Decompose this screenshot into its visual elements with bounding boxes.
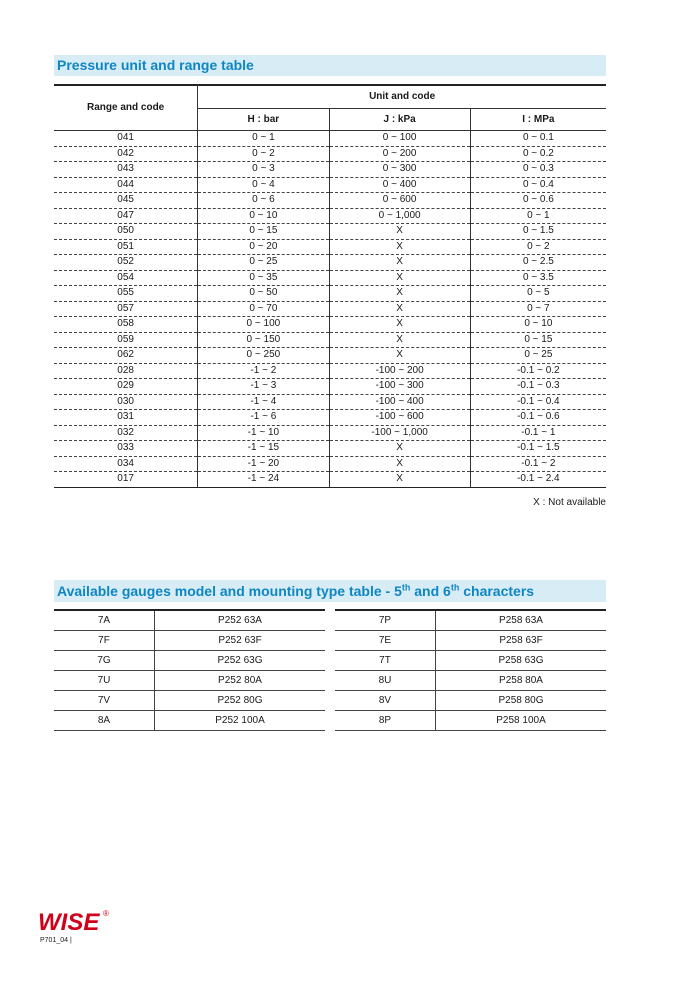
mpa-range-cell: 0 ~ 5 [470, 286, 606, 302]
bar-range-cell: -1 ~ 10 [198, 425, 329, 441]
bar-range-cell: -1 ~ 3 [198, 379, 329, 395]
kpa-range-cell: X [329, 301, 470, 317]
bar-range-cell: -1 ~ 24 [198, 472, 329, 488]
mpa-range-cell: 0 ~ 0.1 [470, 131, 606, 147]
kpa-range-cell: -100 ~ 600 [329, 410, 470, 426]
mpa-range-cell: 0 ~ 25 [470, 348, 606, 364]
mpa-range-cell: -0.1 ~ 0.3 [470, 379, 606, 395]
table-row [54, 691, 325, 711]
gauges-table-left [54, 609, 325, 731]
table-row [335, 671, 606, 691]
kpa-range-cell: X [329, 317, 470, 333]
mpa-range-cell: -0.1 ~ 0.4 [470, 394, 606, 410]
range-code-cell: 055 [54, 286, 198, 302]
table-row [54, 456, 606, 472]
gauge-model-cell: P252 63A [155, 610, 326, 631]
bar-range-cell: 0 ~ 2 [198, 146, 329, 162]
range-code-cell: 041 [54, 131, 198, 147]
registered-mark: ® [103, 909, 109, 918]
kpa-range-cell: X [329, 332, 470, 348]
table-row [54, 348, 606, 364]
bar-range-cell: 0 ~ 150 [198, 332, 329, 348]
bar-range-cell: -1 ~ 6 [198, 410, 329, 426]
gauge-model-cell: P252 63G [155, 651, 326, 671]
table-row [54, 208, 606, 224]
range-code-cell: 043 [54, 162, 198, 178]
table-row [54, 651, 325, 671]
page-code: P701_04 | [40, 937, 72, 944]
mpa-range-cell: 0 ~ 2.5 [470, 255, 606, 271]
mpa-range-cell: 0 ~ 15 [470, 332, 606, 348]
range-code-cell: 017 [54, 472, 198, 488]
gauge-code-cell: 7T [335, 651, 436, 671]
table-row [54, 224, 606, 240]
gauge-code-cell: 8V [335, 691, 436, 711]
range-code-cell: 058 [54, 317, 198, 333]
table-row [54, 631, 325, 651]
table-row [335, 631, 606, 651]
kpa-range-cell: X [329, 348, 470, 364]
table-row [54, 410, 606, 426]
range-code-cell: 034 [54, 456, 198, 472]
range-code-cell: 057 [54, 301, 198, 317]
gauges-title-part-a: Available gauges model and mounting type table - 5 [57, 583, 402, 599]
mpa-range-cell: 0 ~ 0.2 [470, 146, 606, 162]
range-code-cell: 031 [54, 410, 198, 426]
wise-logo [34, 904, 114, 938]
table-row [54, 671, 325, 691]
gauge-code-cell: 8P [335, 711, 436, 731]
gauge-model-cell: P258 100A [436, 711, 607, 731]
table-row [54, 286, 606, 302]
unit-kpa-header: J : kPa [329, 109, 470, 131]
mpa-range-cell: 0 ~ 10 [470, 317, 606, 333]
table-row [54, 379, 606, 395]
bar-range-cell: 0 ~ 6 [198, 193, 329, 209]
bar-range-cell: -1 ~ 4 [198, 394, 329, 410]
mpa-range-cell: -0.1 ~ 2 [470, 456, 606, 472]
wise-logo-mark [34, 904, 114, 938]
gauge-code-cell: 7V [54, 691, 155, 711]
gauges-title-sup-1: th [401, 582, 411, 593]
table-row [54, 363, 606, 379]
pressure-table-body [54, 131, 606, 488]
bar-range-cell: -1 ~ 15 [198, 441, 329, 457]
table-row [335, 691, 606, 711]
range-code-cell: 030 [54, 394, 198, 410]
gauge-code-cell: 7E [335, 631, 436, 651]
range-code-cell: 045 [54, 193, 198, 209]
bar-range-cell: 0 ~ 70 [198, 301, 329, 317]
gauges-table-right [335, 609, 606, 731]
gauge-model-cell: P258 63G [436, 651, 607, 671]
mpa-range-cell: 0 ~ 0.6 [470, 193, 606, 209]
table-row [54, 425, 606, 441]
bar-range-cell: 0 ~ 20 [198, 239, 329, 255]
gauge-code-cell: 8A [54, 711, 155, 731]
kpa-range-cell: X [329, 441, 470, 457]
kpa-range-cell: -100 ~ 200 [329, 363, 470, 379]
gauge-code-cell: 7F [54, 631, 155, 651]
table-row [54, 239, 606, 255]
wise-logo-text: WISE [38, 909, 100, 936]
table-row [54, 193, 606, 209]
bar-range-cell: -1 ~ 2 [198, 363, 329, 379]
table-row [54, 394, 606, 410]
kpa-range-cell: X [329, 255, 470, 271]
range-code-cell: 051 [54, 239, 198, 255]
gauge-model-cell: P252 80A [155, 671, 326, 691]
gauge-code-cell: 7U [54, 671, 155, 691]
gauge-model-cell: P258 63A [436, 610, 607, 631]
kpa-range-cell: X [329, 286, 470, 302]
bar-range-cell: 0 ~ 25 [198, 255, 329, 271]
kpa-range-cell: 0 ~ 600 [329, 193, 470, 209]
table-row [54, 255, 606, 271]
gauge-code-cell: 7P [335, 610, 436, 631]
gauge-model-cell: P252 80G [155, 691, 326, 711]
bar-range-cell: 0 ~ 4 [198, 177, 329, 193]
table-row [54, 177, 606, 193]
mpa-range-cell: -0.1 ~ 2.4 [470, 472, 606, 488]
mpa-range-cell: -0.1 ~ 0.6 [470, 410, 606, 426]
range-code-cell: 029 [54, 379, 198, 395]
table-row [54, 317, 606, 333]
kpa-range-cell: 0 ~ 200 [329, 146, 470, 162]
mpa-range-cell: -0.1 ~ 1 [470, 425, 606, 441]
table-row [54, 711, 325, 731]
kpa-range-cell: 0 ~ 300 [329, 162, 470, 178]
gauge-code-cell: 7A [54, 610, 155, 631]
bar-range-cell: -1 ~ 20 [198, 456, 329, 472]
kpa-range-cell: X [329, 456, 470, 472]
gauges-title-part-c: characters [459, 583, 535, 599]
gauges-title-part-b: and 6 [410, 583, 451, 599]
range-code-cell: 044 [54, 177, 198, 193]
table-row [54, 270, 606, 286]
bar-range-cell: 0 ~ 1 [198, 131, 329, 147]
table-row [54, 441, 606, 457]
range-code-cell: 047 [54, 208, 198, 224]
table-row [54, 146, 606, 162]
not-available-note: X : Not available [533, 497, 606, 508]
bar-range-cell: 0 ~ 3 [198, 162, 329, 178]
range-code-cell: 054 [54, 270, 198, 286]
bar-range-cell: 0 ~ 50 [198, 286, 329, 302]
gauge-model-cell: P252 63F [155, 631, 326, 651]
gauge-model-cell: P258 80A [436, 671, 607, 691]
gauge-model-cell: P252 100A [155, 711, 326, 731]
range-code-cell: 052 [54, 255, 198, 271]
table-row [54, 610, 325, 631]
pressure-range-table [54, 85, 606, 488]
pressure-table-title: Pressure unit and range table [54, 55, 606, 76]
range-code-header: Range and code [54, 85, 198, 131]
bar-range-cell: 0 ~ 15 [198, 224, 329, 240]
kpa-range-cell: 0 ~ 400 [329, 177, 470, 193]
gauge-code-cell: 8U [335, 671, 436, 691]
table-row [335, 610, 606, 631]
kpa-range-cell: -100 ~ 300 [329, 379, 470, 395]
gauges-table-title [54, 580, 606, 602]
kpa-range-cell: X [329, 224, 470, 240]
table-row [54, 472, 606, 488]
unit-bar-header: H : bar [198, 109, 329, 131]
kpa-range-cell: X [329, 270, 470, 286]
mpa-range-cell: 0 ~ 3.5 [470, 270, 606, 286]
table-row [54, 301, 606, 317]
mpa-range-cell: -0.1 ~ 1.5 [470, 441, 606, 457]
kpa-range-cell: X [329, 472, 470, 488]
table-row [54, 332, 606, 348]
mpa-range-cell: 0 ~ 0.3 [470, 162, 606, 178]
kpa-range-cell: -100 ~ 1,000 [329, 425, 470, 441]
gauge-model-cell: P258 80G [436, 691, 607, 711]
range-code-cell: 062 [54, 348, 198, 364]
table-row [54, 162, 606, 178]
mpa-range-cell: 0 ~ 7 [470, 301, 606, 317]
mpa-range-cell: -0.1 ~ 0.2 [470, 363, 606, 379]
kpa-range-cell: X [329, 239, 470, 255]
kpa-range-cell: 0 ~ 1,000 [329, 208, 470, 224]
range-code-cell: 059 [54, 332, 198, 348]
kpa-range-cell: -100 ~ 400 [329, 394, 470, 410]
mpa-range-cell: 0 ~ 1 [470, 208, 606, 224]
mpa-range-cell: 0 ~ 1.5 [470, 224, 606, 240]
mpa-range-cell: 0 ~ 2 [470, 239, 606, 255]
gauge-model-cell: P258 63F [436, 631, 607, 651]
unit-mpa-header: I : MPa [470, 109, 606, 131]
mpa-range-cell: 0 ~ 0.4 [470, 177, 606, 193]
range-code-cell: 050 [54, 224, 198, 240]
gauges-title-sup-2: th [450, 582, 460, 593]
range-code-cell: 032 [54, 425, 198, 441]
bar-range-cell: 0 ~ 250 [198, 348, 329, 364]
bar-range-cell: 0 ~ 100 [198, 317, 329, 333]
table-row [335, 651, 606, 671]
table-row [335, 711, 606, 731]
kpa-range-cell: 0 ~ 100 [329, 131, 470, 147]
range-code-cell: 033 [54, 441, 198, 457]
gauge-code-cell: 7G [54, 651, 155, 671]
bar-range-cell: 0 ~ 10 [198, 208, 329, 224]
table-row [54, 131, 606, 147]
range-code-cell: 028 [54, 363, 198, 379]
unit-code-header: Unit and code [369, 91, 436, 102]
bar-range-cell: 0 ~ 35 [198, 270, 329, 286]
range-code-cell: 042 [54, 146, 198, 162]
